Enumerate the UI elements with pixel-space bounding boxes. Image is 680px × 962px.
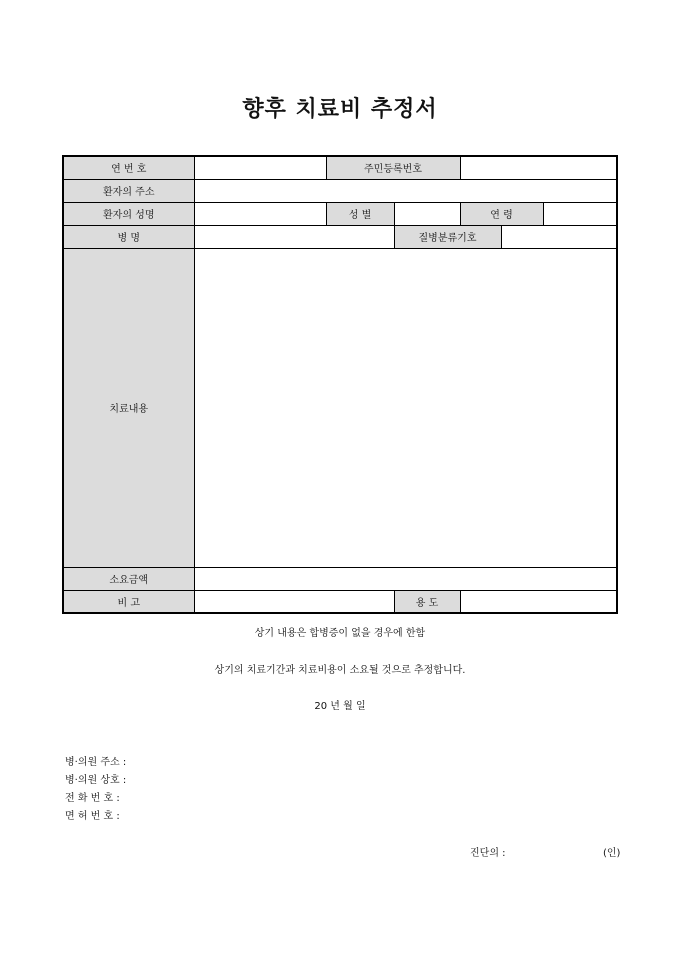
sex-label: 성 별 <box>326 202 394 225</box>
usage-label: 용 도 <box>394 590 460 613</box>
sex-field[interactable] <box>394 202 460 225</box>
serial-field[interactable] <box>194 156 326 179</box>
resident-no-field[interactable] <box>460 156 617 179</box>
serial-label: 연 번 호 <box>63 156 194 179</box>
treatment-label: 치료내용 <box>63 248 194 567</box>
age-field[interactable] <box>543 202 617 225</box>
date-line: 20 년 월 일 <box>314 701 366 712</box>
hospital-name-label: 병·의원 상호 : <box>65 775 127 786</box>
name-field[interactable] <box>194 202 326 225</box>
disease-code-label: 질병분류기호 <box>394 225 501 248</box>
license-label: 면 허 번 호 : <box>65 811 120 822</box>
remarks-field[interactable] <box>194 590 394 613</box>
usage-field[interactable] <box>460 590 617 613</box>
cost-label: 소요금액 <box>63 567 194 590</box>
seal-mark: (인) <box>603 848 621 859</box>
cost-field[interactable] <box>194 567 617 590</box>
resident-no-label: 주민등록번호 <box>326 156 460 179</box>
address-field[interactable] <box>194 179 617 202</box>
treatment-field[interactable] <box>194 248 617 567</box>
document-title: 향후 치료비 추정서 <box>242 97 438 122</box>
estimate-form-table <box>62 155 618 614</box>
estimate-statement: 상기의 치료기간과 치료비용이 소요될 것으로 추정합니다. <box>214 665 466 676</box>
doctor-label: 진단의 : <box>470 848 506 859</box>
disease-code-field[interactable] <box>501 225 617 248</box>
phone-label: 전 화 번 호 : <box>65 793 120 804</box>
remarks-label: 비 고 <box>63 590 194 613</box>
age-label: 연 령 <box>460 202 543 225</box>
address-label: 환자의 주소 <box>63 179 194 202</box>
complication-note: 상기 내용은 합병증이 없을 경우에 한함 <box>254 628 426 639</box>
disease-label: 병 명 <box>63 225 194 248</box>
disease-field[interactable] <box>194 225 394 248</box>
name-label: 환자의 성명 <box>63 202 194 225</box>
hospital-address-label: 병·의원 주소 : <box>65 757 127 768</box>
